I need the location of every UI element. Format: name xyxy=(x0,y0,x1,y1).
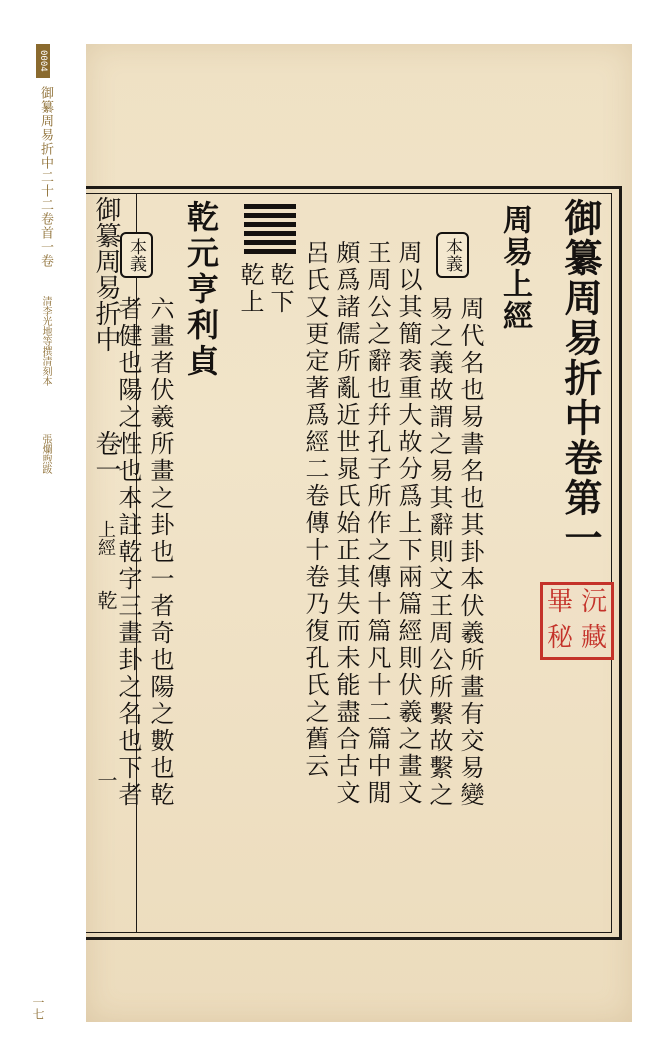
catalog-edition: 清刻本 xyxy=(40,356,51,386)
sidebar xyxy=(0,0,80,1048)
commentary-column: 六畫者伏羲所畫之卦也一者奇也陽之數也乾 xyxy=(146,296,174,809)
hexagram-lower-label: 乾下 xyxy=(266,262,294,316)
margin-page: 一 xyxy=(94,770,118,790)
intro-column: 周代名也易書名也其卦本伏羲所畫有交易變 xyxy=(456,296,484,809)
catalog-code-badge: 0004 xyxy=(36,44,50,78)
seal-char: 藏 xyxy=(580,623,607,653)
hexagram-heading: 乾元亨利貞 xyxy=(182,200,220,380)
qian-hexagram-icon xyxy=(244,204,296,258)
seal-char: 秘 xyxy=(546,623,573,653)
annotation-tag: 本義 xyxy=(436,232,469,278)
intro-column: 易之義故謂之易其辭則文王周公所繫故繫之 xyxy=(425,296,453,809)
volume-title: 御纂周易折中卷第一 xyxy=(558,198,603,558)
page-number: 一七 xyxy=(31,996,45,1020)
seal-char: 畢 xyxy=(546,587,573,617)
collector-seal xyxy=(540,582,614,660)
margin-hexagram: 乾 xyxy=(94,590,118,610)
intro-column: 周以其簡袠重大故分爲上下兩篇經則伏羲之畫文 xyxy=(394,240,422,807)
catalog-author: 清李光地等撰 xyxy=(40,296,51,356)
section-title: 周易上經 xyxy=(497,204,532,332)
intro-column: 頗爲諸儒所亂近世晁氏始正其失而未能盡合古文 xyxy=(332,240,360,807)
intro-column: 王周公之辭也幷孔子所作之傳十篇凡十二篇中閒 xyxy=(363,240,391,807)
catalog-title: 御纂周易折中二十二卷首一卷 xyxy=(38,86,53,268)
annotation-tag-2: 本義 xyxy=(120,232,153,278)
hexagram-upper-label: 乾上 xyxy=(236,262,264,316)
intro-column: 呂氏又更定著爲經二卷傳十卷乃復孔氏之舊云 xyxy=(301,240,329,780)
commentary-column: 者健也陽之性也本註乾字三畫卦之名也下者 xyxy=(114,296,142,809)
margin-book-title: 御纂周易折中 xyxy=(91,196,121,352)
catalog-colophon: 張爛煦跋 xyxy=(40,434,51,474)
margin-section: 上經 xyxy=(95,520,116,556)
seal-char: 沅 xyxy=(580,587,607,617)
margin-chapter: 卷一 xyxy=(91,430,121,482)
